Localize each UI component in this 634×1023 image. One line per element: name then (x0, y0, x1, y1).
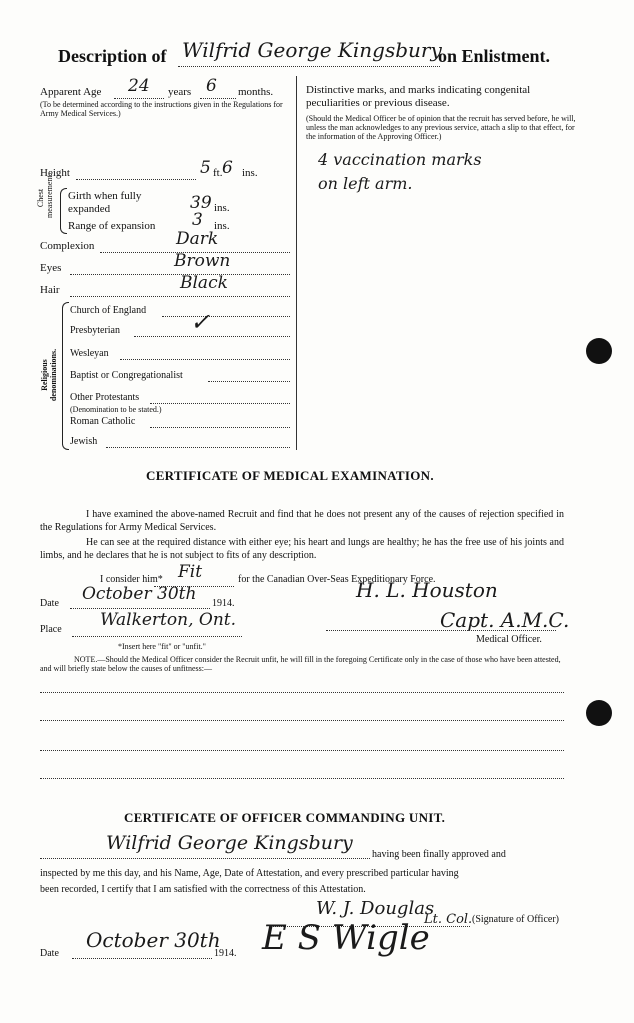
consider-label: I consider him* (100, 574, 163, 585)
age-note: (To be determined according to the instructions given in the Regulations for Army Medical Services.) (40, 100, 283, 118)
place-label: Place (40, 624, 62, 635)
officer-date-label: Date (40, 948, 59, 959)
signature-label: (Signature of Officer) (472, 914, 560, 925)
eyes-value: Brown (174, 251, 231, 271)
age-years-line (114, 98, 164, 99)
chest-brace (60, 188, 67, 234)
hair-value: Black (180, 273, 228, 293)
hair-label: Hair (40, 284, 60, 296)
height-label: Height (40, 167, 70, 179)
girth-label: Girth when fully expanded (68, 190, 142, 215)
religion-line (150, 403, 290, 404)
name-dotted-line (178, 66, 440, 67)
blank-line (40, 692, 564, 693)
hair-line (70, 296, 290, 297)
religion-brace (62, 302, 69, 450)
religion-church-of-england: Church of England (70, 305, 147, 316)
religion-label: Religious denominations. (40, 348, 58, 402)
officer-line-3: been recorded, I certify that I am satisfied with the correctness of this Attestation. (40, 884, 366, 895)
officer-line-2: inspected by me this day, and his Name, Age, Date of Attestation, and every prescribed particular having (40, 868, 459, 879)
medical-year: 1914. (212, 598, 235, 609)
girth-value: 39 (190, 193, 212, 213)
punch-hole-upper (586, 338, 612, 364)
column-divider (296, 76, 297, 450)
marks-line-2: on left arm. (318, 174, 413, 193)
ins-label: ins. (242, 167, 258, 179)
medical-officer-signature: H. L. Houston (356, 578, 498, 602)
blank-line (40, 778, 564, 779)
range-label: Range of expansion (68, 220, 156, 232)
eyes-label: Eyes (40, 262, 62, 274)
age-months-value: 6 (206, 76, 217, 96)
medical-paragraph-1: I have examined the above-named Recruit and find that he does not present any of the causes of rejection specified in the Regulations for Army Medical Services. (40, 509, 564, 533)
officer-line-1-end: having been finally approved and (372, 849, 506, 860)
place-value: Walkerton, Ont. (100, 610, 236, 630)
title-left: Description of (58, 46, 167, 66)
recruit-name: Wilfrid George Kingsbury (182, 38, 442, 62)
medical-date-line (70, 608, 210, 609)
officer-name-value: Wilfrid George Kingsbury (106, 832, 353, 854)
unfitness-note: NOTE.—Should the Medical Officer consider the Recruit unfit, he will fill in the foregoing Certificate only in the case of those who have been attested, and will briefly state below the causes of unfitness:— (40, 655, 561, 673)
presbyterian-check-mark: ✓ (190, 308, 211, 336)
title-right: on Enlistment. (438, 46, 551, 66)
marks-note: (Should the Medical Officer be of opinion that the recruit has served before, he will, unless the man acknowledges to any previous service, attach a slip to that effect, for the information of the Approving Officer.) (306, 114, 576, 141)
girth-ins-label: ins. (214, 202, 230, 214)
chest-label: Chest measurement. (36, 173, 54, 218)
religion-line (134, 336, 290, 337)
blank-line (40, 750, 564, 751)
religion-line (106, 447, 290, 448)
height-line (76, 179, 196, 180)
apparent-age-label: Apparent Age (40, 86, 102, 98)
medical-officer-line (326, 630, 556, 631)
force-label: for the Canadian Over-Seas Expeditionary Force. (238, 574, 436, 585)
medical-officer-rank: Capt. A.M.C. (440, 608, 570, 632)
denomination-note: (Denomination to be stated.) (70, 405, 162, 414)
religion-line (208, 381, 290, 382)
marks-heading: Distinctive marks, and marks indicating congenital peculiarities or previous disease. (306, 84, 531, 109)
religion-other-protestants: Other Protestants (70, 392, 140, 403)
commanding-officer-rank: Lt. Col. (424, 912, 473, 927)
insert-note: *Insert here "fit" or "unfit." (118, 642, 206, 651)
fitness-value: Fit (178, 562, 203, 582)
ft-label: ft. (213, 167, 223, 179)
place-line (72, 636, 242, 637)
height-ft-value: 5 (200, 158, 211, 178)
height-in-value: 6 (222, 158, 233, 178)
religion-line (120, 359, 290, 360)
religion-jewish: Jewish (70, 436, 98, 447)
officer-date-line (72, 958, 212, 959)
medical-heading: CERTIFICATE OF MEDICAL EXAMINATION. (146, 468, 434, 483)
months-label: months. (238, 86, 274, 98)
approval-signature: E S Wigle (262, 918, 430, 958)
medical-paragraph-2: He can see at the required distance with either eye; his heart and lungs are healthy; he has the free use of his joints and limbs, and he declares that he is not subject to fits of any description. (40, 537, 564, 561)
officer-date-value: October 30th (86, 928, 221, 952)
age-months-line (200, 98, 236, 99)
religion-roman-catholic: Roman Catholic (70, 416, 136, 427)
religion-line (162, 316, 290, 317)
range-ins-label: ins. (214, 220, 230, 232)
officer-year: 1914. (214, 948, 237, 959)
complexion-value: Dark (176, 229, 219, 249)
marks-line-1: 4 vaccination marks (318, 150, 482, 169)
complexion-label: Complexion (40, 240, 95, 252)
age-years-value: 24 (128, 76, 150, 96)
medical-date-label: Date (40, 598, 59, 609)
religion-presbyterian: Presbyterian (70, 325, 120, 336)
years-label: years (168, 86, 192, 98)
officer-name-line (40, 858, 370, 859)
religion-baptist: Baptist or Congregationalist (70, 370, 183, 381)
punch-hole-lower (586, 700, 612, 726)
range-value: 3 (192, 210, 203, 230)
religion-line (150, 427, 290, 428)
medical-officer-label: Medical Officer. (476, 634, 542, 645)
officer-heading: CERTIFICATE OF OFFICER COMMANDING UNIT. (124, 810, 446, 825)
religion-wesleyan: Wesleyan (70, 348, 109, 359)
medical-date-value: October 30th (82, 584, 197, 604)
blank-line (40, 720, 564, 721)
commanding-officer-signature: W. J. Douglas (316, 898, 435, 919)
